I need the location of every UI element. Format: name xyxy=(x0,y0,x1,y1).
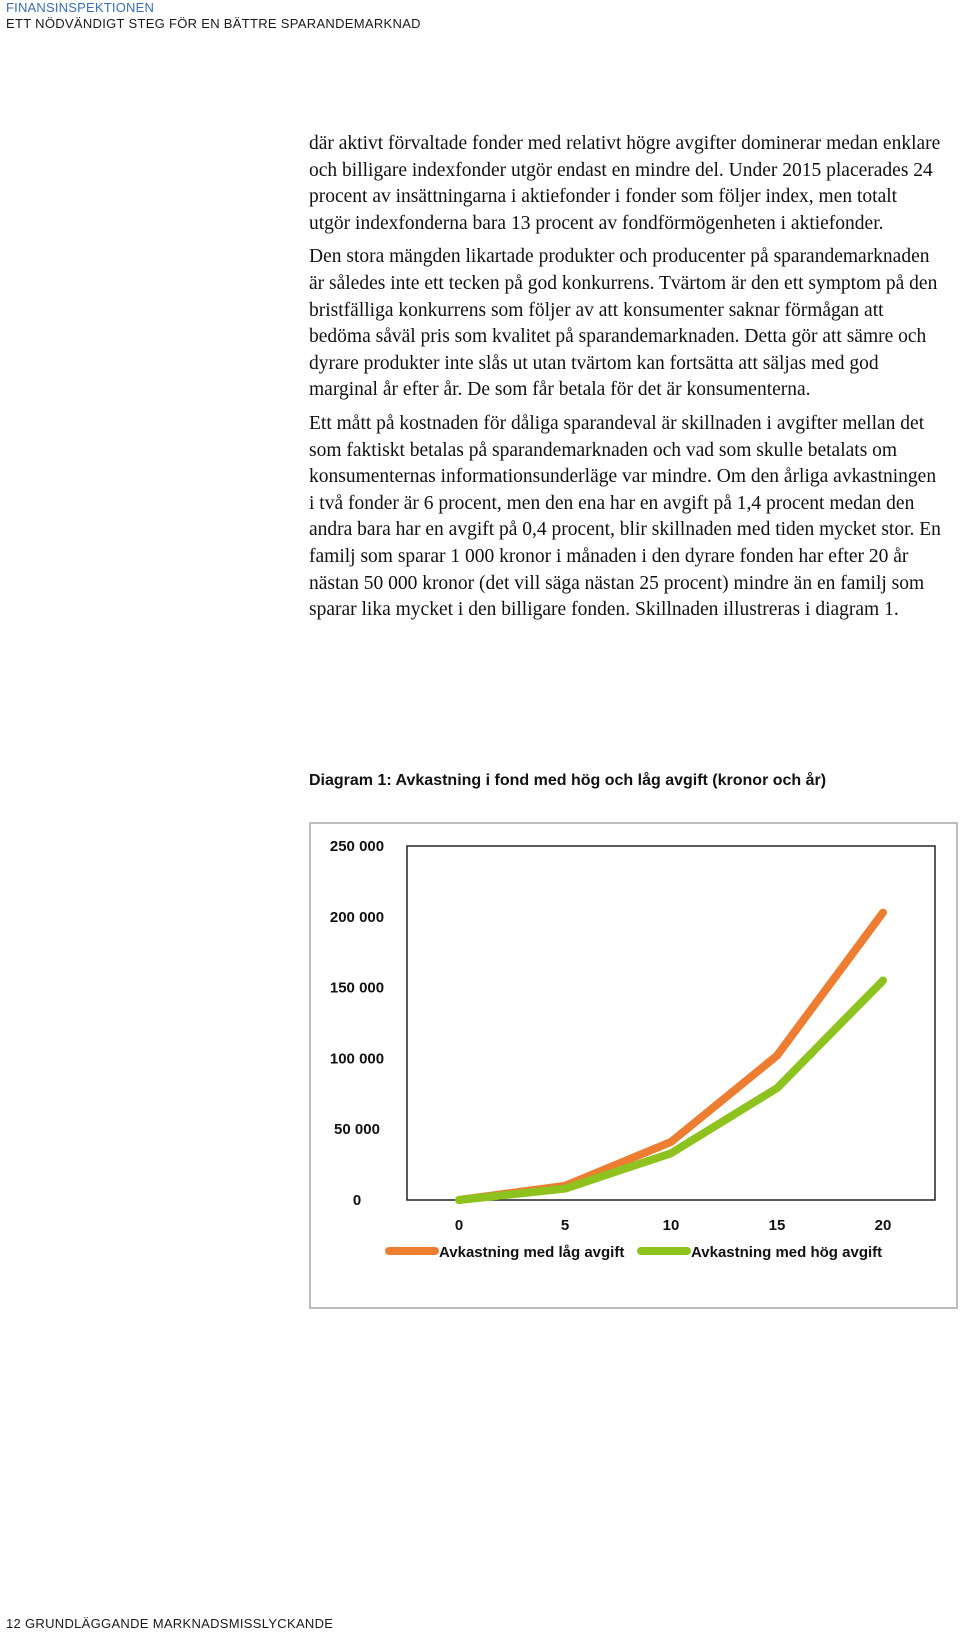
diagram-title: Diagram 1: Avkastning i fond med hög och låg avgift (kronor och år) xyxy=(309,772,827,789)
y-tick-label: 0 xyxy=(352,1192,362,1209)
body-text xyxy=(309,131,941,631)
y-tick-label: 200 000 xyxy=(329,908,385,926)
chart xyxy=(309,822,958,1309)
y-tick-label: 100 000 xyxy=(329,1050,385,1068)
plot-area xyxy=(407,846,935,1200)
page-footer: 12 GRUNDLÄGGANDE MARKNADSMISSLYCKANDE xyxy=(6,1616,334,1631)
document-title: ETT NÖDVÄNDIGT STEG FÖR EN BÄTTRE SPARANDEMARKNAD xyxy=(6,16,421,31)
x-tick-label: 0 xyxy=(454,1217,464,1234)
paragraph-1: där aktivt förvaltade fonder med relativt högre avgifter dominerar medan enklare och billigare indexfonder utgör endast en mindre del. Under 2015 placerades 24 procent av insättningarna i aktiefonder i fonder som följer index, men totalt utgör indexfonderna bara 13 procent av fondförmögenheten i aktiefonder. xyxy=(309,133,941,234)
paragraph-3: Ett mått på kostnaden för dåliga sparandeval är skillnaden i avgifter mellan det som faktiskt betalas på sparandemarknaden och vad som skulle betalats om konsumenternas informationsunderläge var mindre. Om den årliga avkastningen i två fonder är 6 procent, men den ena har en avgift på 1,4 procent medan den andra bara har en avgift på 0,4 procent, blir skillnaden med tiden mycket stor. En familj som sparar 1 000 kronor i månaden i den dyrare fonden har efter 20 år nästan 50 000 kronor (det vill säga nästan 25 procent) mindre än en familj som sparar lika mycket i den billigare fonden. Skillnaden illustreras i diagram 1. xyxy=(309,412,941,621)
y-tick-label: 150 000 xyxy=(329,979,385,997)
paragraph-2: Den stora mängden likartade produkter och producenter på sparandemarknaden är således inte ett tecken på god konkurrens. Tvärtom är den ett symptom på den bristfälliga konkurrens som följer av att konsumenter saknar förmågan att bedöma såväl pris som kvalitet på sparandemarknaden. Detta gör att sämre och dyrare produkter inte slås ut utan tvärtom kan fortsätta att säljas med god marginal år efter år. De som får betala för det är konsumenterna. xyxy=(309,246,938,401)
legend-label-high-fee: Avkastning med hög avgift xyxy=(691,1244,883,1261)
org-name: FINANSINSPEKTIONEN xyxy=(6,0,155,15)
x-tick-label: 15 xyxy=(768,1217,786,1234)
x-tick-label: 10 xyxy=(662,1217,680,1234)
y-tick-label: 250 000 xyxy=(329,838,385,855)
legend-label-low-fee: Avkastning med låg avgift xyxy=(439,1244,625,1261)
series-line-high-fee xyxy=(459,981,883,1200)
x-tick-label: 5 xyxy=(560,1217,570,1234)
x-tick-label: 20 xyxy=(874,1217,892,1234)
chart-svg xyxy=(311,824,956,1307)
y-tick-label: 50 000 xyxy=(334,1121,380,1139)
